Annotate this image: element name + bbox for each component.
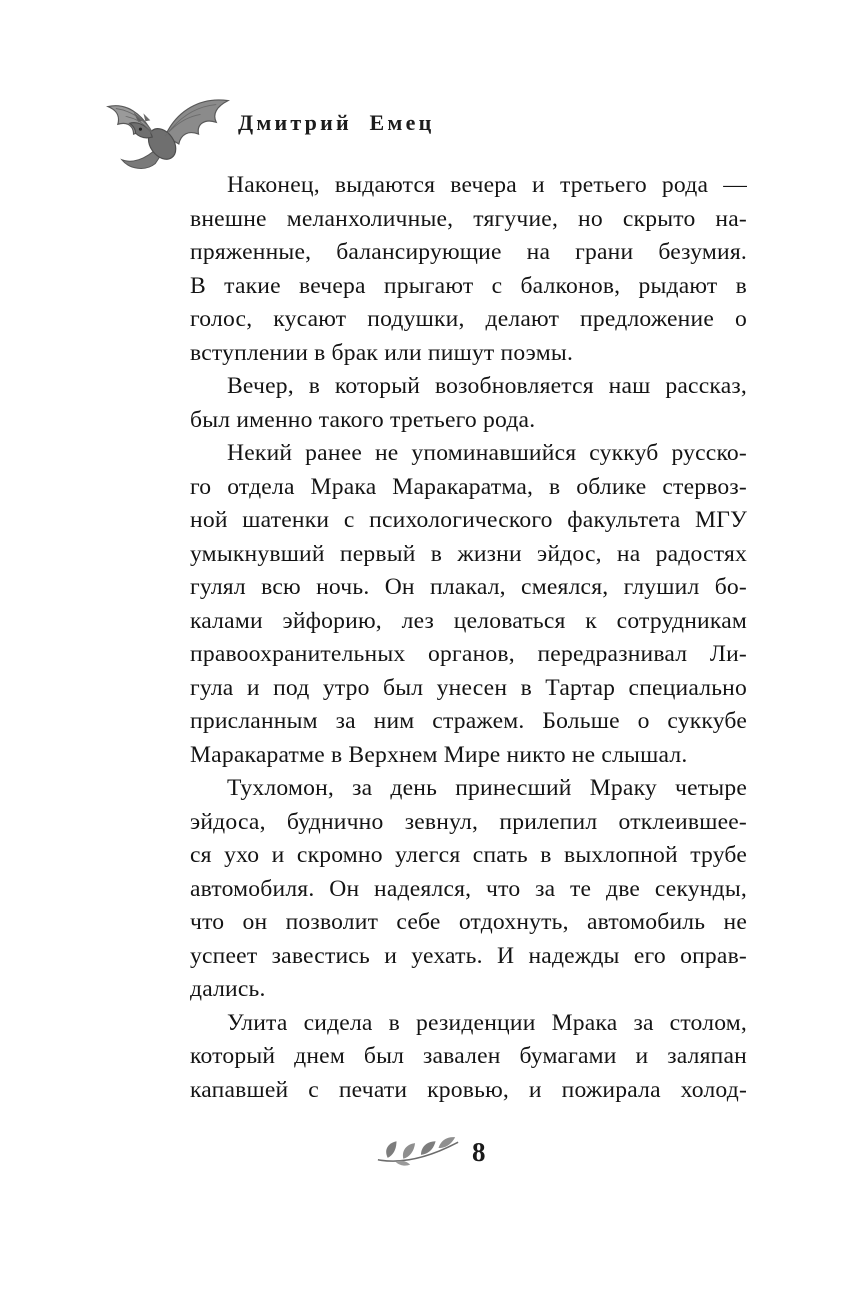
body-text bbox=[190, 169, 747, 1107]
page-footer bbox=[374, 1132, 486, 1172]
text-line: внешне меланхоличные, тягучие, но скрыто на- bbox=[190, 205, 747, 232]
text-line: В такие вечера прыгают с балконов, рыдают в bbox=[190, 272, 747, 299]
text-line: эйдоса, буднично зевнул, прилепил отклеившее- bbox=[190, 808, 747, 835]
text-line: ся ухо и скромно улегся спать в выхлопной трубе bbox=[190, 842, 747, 868]
text-line: успеет завестись и уехать. И надежды его оправ- bbox=[190, 942, 747, 969]
text-line: Вечер, в который возобновляется наш рассказ, bbox=[227, 373, 747, 399]
text-line: вступлении в брак или пишут поэмы. bbox=[190, 339, 574, 366]
text-line: ной шатенки с психологического факультета МГУ bbox=[190, 507, 747, 533]
text-line: пряженные, балансирующие на грани безумия. bbox=[190, 239, 747, 265]
text-line: Маракаратме в Верхнем Мире никто не слышал. bbox=[190, 741, 688, 768]
paragraph bbox=[190, 370, 747, 437]
text-line: капавшей с печати кровью, и пожирала холод- bbox=[190, 1076, 747, 1103]
text-line: Наконец, выдаются вечера и третьего рода — bbox=[227, 172, 747, 198]
text-line: что он позволит себе отдохнуть, автомобиль не bbox=[190, 909, 747, 935]
text-line: гула и под утро был унесен в Тартар специально bbox=[190, 674, 747, 701]
page-number: 8 bbox=[472, 1137, 486, 1167]
text-line: гулял всю ночь. Он плакал, смеялся, глушил бо- bbox=[190, 574, 747, 600]
text-line: дались. bbox=[190, 976, 266, 1002]
text-line: го отдела Мрака Маракаратма, в облике стервоз- bbox=[190, 473, 747, 500]
text-line: калами эйфорию, лез целоваться к сотрудникам bbox=[190, 607, 747, 634]
text-line: который днем был завален бумагами и заляпан bbox=[190, 1043, 747, 1069]
author-header: Дмитрий Емец bbox=[238, 110, 435, 135]
paragraph bbox=[190, 772, 747, 1007]
text-line: Некий ранее не упоминавшийся суккуб русско- bbox=[227, 440, 747, 466]
text-line: умыкнувший первый в жизни эйдос, на радостях bbox=[190, 540, 747, 567]
text-line: был именно такого третьего рода. bbox=[190, 406, 536, 433]
text-line: голос, кусают подушки, делают предложение о bbox=[190, 306, 747, 332]
text-line: присланным за ним стражем. Больше о суккубе bbox=[190, 708, 747, 734]
paragraph bbox=[190, 169, 747, 370]
text-line: Тухломон, за день принесший Мраку четыре bbox=[227, 775, 747, 801]
text-line: автомобиля. Он надеялся, что за те две секунды, bbox=[190, 875, 747, 902]
paragraph bbox=[190, 1007, 747, 1108]
leaf-sprig-ornament bbox=[374, 1132, 462, 1172]
text-line: правоохранительных органов, передразнивал Ли- bbox=[190, 641, 747, 667]
paragraph bbox=[190, 437, 747, 772]
text-line: Улита сидела в резиденции Мрака за столом, bbox=[227, 1009, 747, 1036]
